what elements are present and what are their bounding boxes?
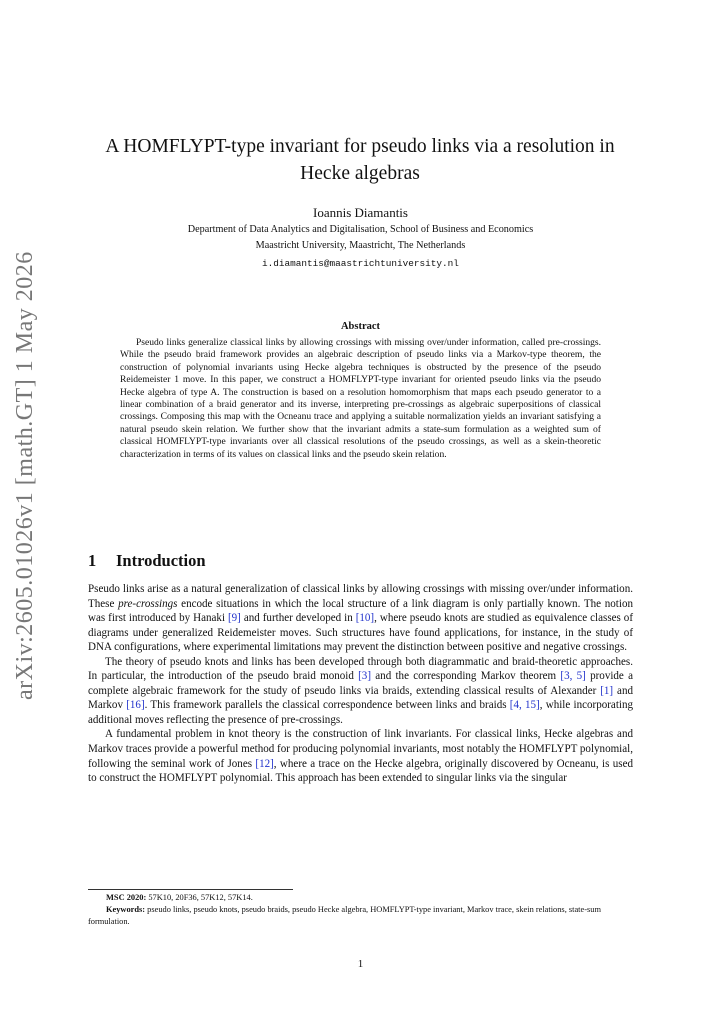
paragraph-2: The theory of pseudo knots and links has been developed through both diagrammatic and braid-theoretic approaches. In particular, the introduction of the pseudo braid monoid [3] and the corresponding Markov theorem [3, 5] provide a complete algebraic framework for the study of pseudo links via braids, extending classical results of Alexander [1] and Markov [16]. This framework parallels the classical correspondence between links and braids [4, 15], while incorporating additional moves reflecting the presence of pre-crossings.	[88, 655, 634, 726]
section-heading	[88, 551, 206, 571]
msc-label: MSC 2020:	[106, 893, 147, 902]
paper-title	[70, 133, 650, 187]
citation-link[interactable]: [9]	[227, 612, 241, 625]
emphasis-pre-crossings: pre-crossings	[118, 597, 178, 610]
citation-link[interactable]: [1]	[600, 684, 614, 697]
author-name: Ioannis Diamantis	[313, 205, 408, 220]
keywords-label: Keywords:	[106, 905, 146, 914]
citation-link[interactable]: [10]	[355, 612, 375, 625]
section-title: Introduction	[116, 551, 206, 570]
abstract-paragraph: Pseudo links generalize classical links by allowing crossings with missing over/under information, called pre-crossings. While the pseudo braid framework provides an algebraic description of pseudo links via a Markov-type theorem, the construction of polynomial invariants using Hecke algebra techniques is obstructed by the presence of the pseudo Reidemeister 1 move. In this paper, we construct a HOMFLYPT-type invariant for oriented pseudo links via the pseudo Hecke algebra of type A. The construction is based on a resolution homomorphism that maps each pseudo generator to a linear combination of a braid generator and its inverse, interpreting pre-crossings as algebraic superpositions of classical crossings. Composing this map with the Ocneanu trace and applying a suitable normalization yields an invariant satisfying a natural pseudo skein relation. We further show that the invariant admits a state-sum formulation as a weighted sum of classical HOMFLYPT-type invariants over all classical resolutions of the pseudo crossings, as well as a skein-theoretic characterization in terms of its values on classical links and the pseudo skein relation.	[120, 337, 601, 460]
paragraph-1: Pseudo links arise as a natural generalization of classical links by allowing crossings with missing over/under information. These pre-crossings encode situations in which the local structure of a link diagram is only partially known. The notion was first introduced by Hanaki [9] and further developed in [10], where pseudo knots are studied as equivalence classes of diagrams under generalized Reidemeister moves. Such structures have found applications, for instance, in the study of DNA configurations, where experimental limitations may prevent the distinction between positive and negative crossings.	[88, 583, 633, 654]
abstract-text	[120, 337, 601, 461]
page-number: 1	[357, 958, 364, 970]
arxiv-identifier-sidebar: arXiv:2605.01026v1 [math.GT] 1 May 2026	[12, 251, 38, 700]
title-line-2: Hecke algebras	[300, 163, 420, 184]
citation-link[interactable]: [3, 5]	[560, 670, 586, 683]
footnote-rule	[88, 889, 293, 890]
citation-link[interactable]: [16]	[126, 699, 145, 712]
abstract-heading: Abstract	[340, 321, 381, 332]
footnote-keywords: Keywords: pseudo links, pseudo knots, pseudo braids, pseudo Hecke algebra, HOMFLYPT-type invariant, Markov trace, skein relations, state-sum formulation.	[88, 905, 601, 926]
citation-link[interactable]: [3]	[358, 670, 372, 683]
paragraph-3: A fundamental problem in knot theory is the construction of link invariants. For classical links, Hecke algebras and Markov traces provide a powerful method for producing polynomial invariants, most notably the HOMFLYPT polynomial, following the seminal work of Jones [12], where a trace on the Hecke algebra, originally discovered by Ocneanu, is used to construct the HOMFLYPT polynomial. This approach has been extended to singular links via the singular	[88, 728, 633, 785]
affiliation-line-1: Department of Data Analytics and Digitalisation, School of Business and Economics	[187, 224, 534, 235]
footnote-msc: MSC 2020: 57K10, 20F36, 57K12, 57K14.	[106, 893, 253, 902]
citation-link[interactable]: [12]	[255, 757, 274, 770]
author-email[interactable]: i.diamantis@maastrichtuniversity.nl	[262, 258, 459, 269]
citation-link[interactable]: [4, 15]	[509, 699, 540, 712]
title-line-1: A HOMFLYPT-type invariant for pseudo links via a resolution in	[105, 136, 615, 157]
section-number: 1	[88, 551, 97, 570]
body-text	[88, 582, 633, 786]
affiliation-line-2: Maastricht University, Maastricht, The Netherlands	[255, 240, 466, 251]
